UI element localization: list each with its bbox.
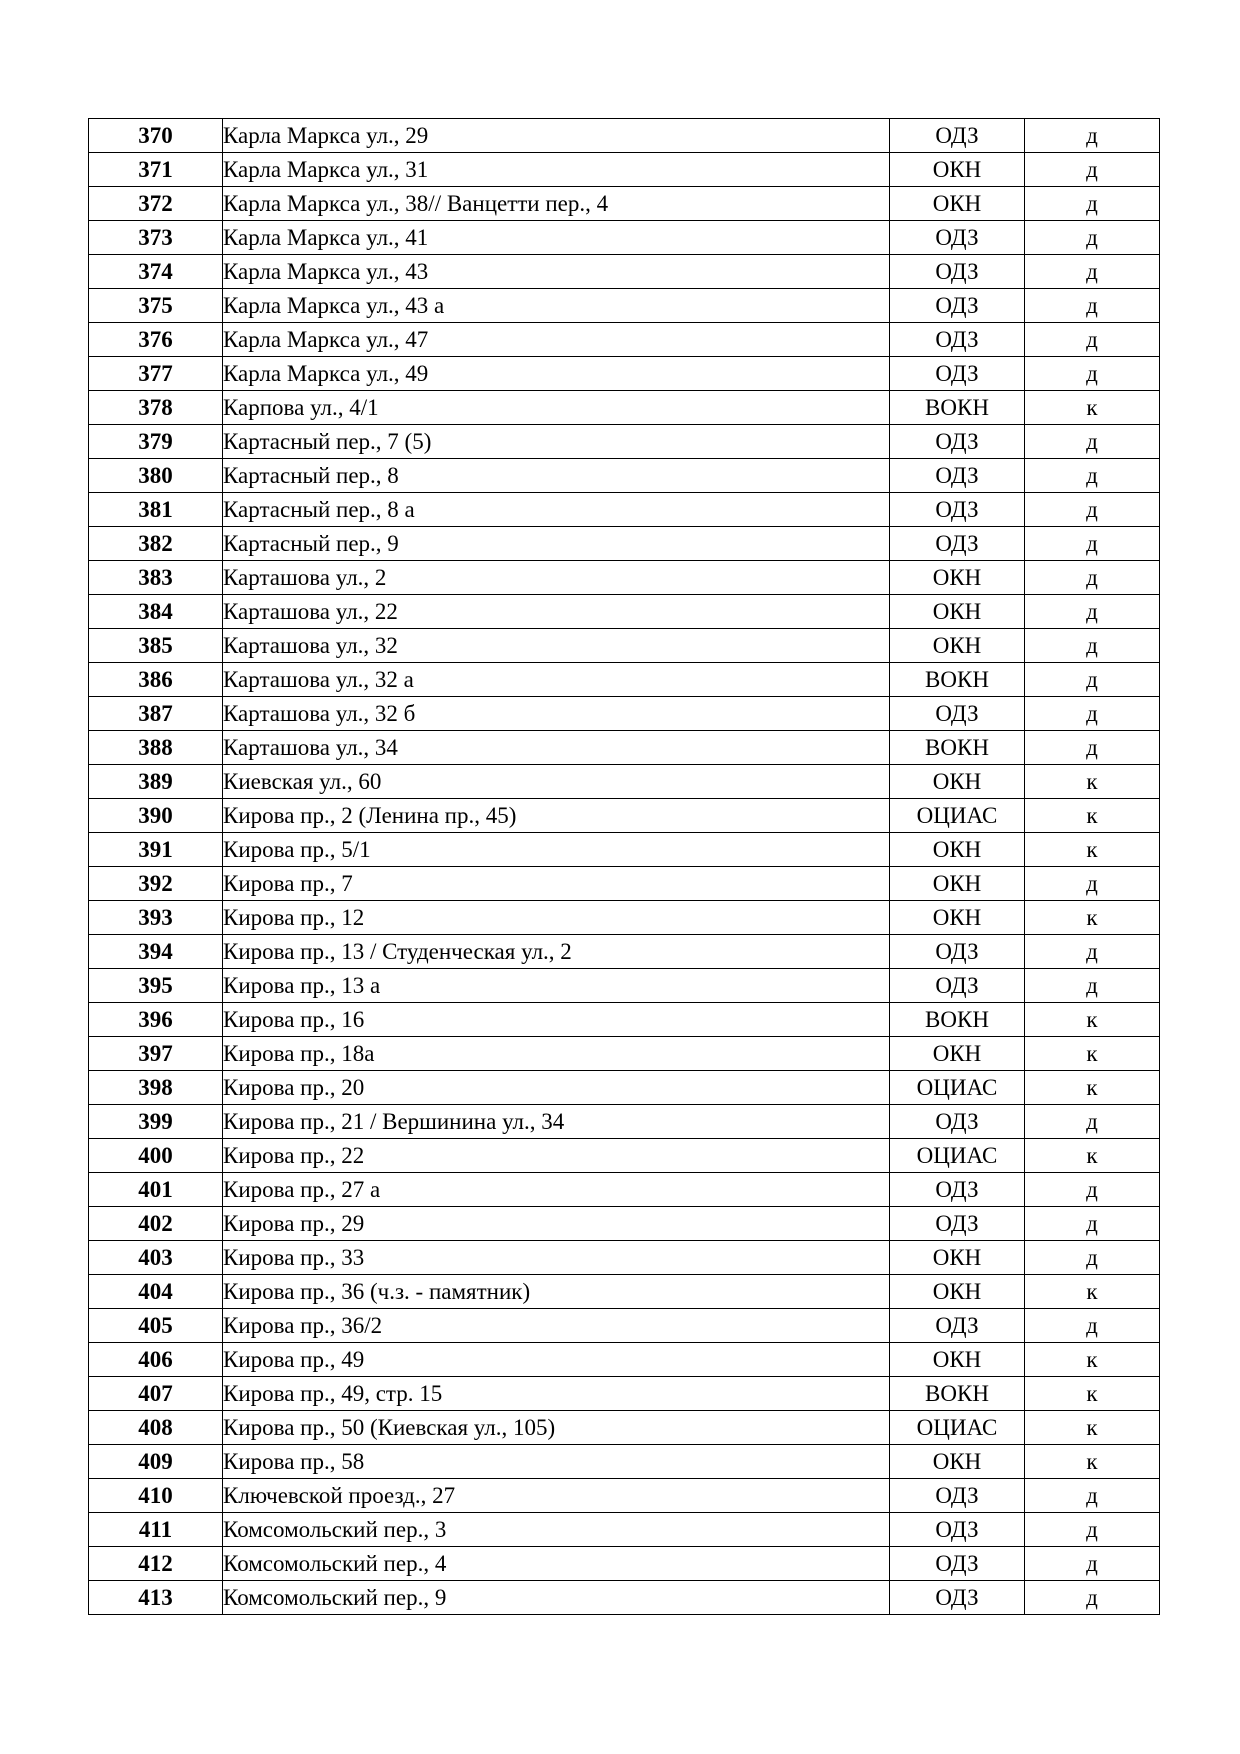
row-object-type: ОКН [890, 1445, 1025, 1479]
row-category: к [1025, 799, 1160, 833]
row-object-type: ОКН [890, 187, 1025, 221]
heritage-register-table [88, 118, 1160, 1615]
row-category: к [1025, 1139, 1160, 1173]
row-number: 398 [89, 1071, 223, 1105]
row-address: Кирова пр., 13 а [223, 969, 890, 1003]
table-row [89, 629, 1160, 663]
row-number: 370 [89, 119, 223, 153]
table-row [89, 1377, 1160, 1411]
row-address: Карташова ул., 32 б [223, 697, 890, 731]
row-category: д [1025, 1513, 1160, 1547]
row-category: д [1025, 425, 1160, 459]
row-category: д [1025, 493, 1160, 527]
row-category: д [1025, 935, 1160, 969]
row-address: Кирова пр., 29 [223, 1207, 890, 1241]
row-object-type: ОДЗ [890, 119, 1025, 153]
row-object-type: ОДЗ [890, 1105, 1025, 1139]
table-row [89, 527, 1160, 561]
row-category: д [1025, 663, 1160, 697]
row-number: 394 [89, 935, 223, 969]
table-row [89, 1139, 1160, 1173]
table-row [89, 833, 1160, 867]
row-number: 401 [89, 1173, 223, 1207]
table-row [89, 221, 1160, 255]
row-address: Кирова пр., 20 [223, 1071, 890, 1105]
table-row [89, 697, 1160, 731]
row-object-type: ОДЗ [890, 1581, 1025, 1615]
row-category: д [1025, 187, 1160, 221]
row-address: Карла Маркса ул., 41 [223, 221, 890, 255]
row-address: Кирова пр., 12 [223, 901, 890, 935]
row-number: 387 [89, 697, 223, 731]
row-address: Кирова пр., 5/1 [223, 833, 890, 867]
table-row [89, 969, 1160, 1003]
row-object-type: ОДЗ [890, 1173, 1025, 1207]
row-category: д [1025, 459, 1160, 493]
row-address: Картасный пер., 8 а [223, 493, 890, 527]
table-row [89, 1207, 1160, 1241]
row-object-type: ОКН [890, 1343, 1025, 1377]
row-address: Карташова ул., 32 а [223, 663, 890, 697]
row-category: д [1025, 323, 1160, 357]
row-object-type: ВОКН [890, 1003, 1025, 1037]
row-address: Карла Маркса ул., 29 [223, 119, 890, 153]
row-number: 388 [89, 731, 223, 765]
row-object-type: ОДЗ [890, 1513, 1025, 1547]
row-address: Комсомольский пер., 4 [223, 1547, 890, 1581]
row-object-type: ОКН [890, 833, 1025, 867]
table-row [89, 187, 1160, 221]
row-number: 400 [89, 1139, 223, 1173]
row-object-type: ОДЗ [890, 935, 1025, 969]
row-object-type: ОКН [890, 867, 1025, 901]
row-object-type: ОКН [890, 561, 1025, 595]
row-object-type: ОКН [890, 901, 1025, 935]
row-category: к [1025, 833, 1160, 867]
row-category: к [1025, 1275, 1160, 1309]
table-row [89, 867, 1160, 901]
row-object-type: ОДЗ [890, 1309, 1025, 1343]
table-row [89, 153, 1160, 187]
row-category: к [1025, 1445, 1160, 1479]
row-address: Картасный пер., 9 [223, 527, 890, 561]
row-number: 371 [89, 153, 223, 187]
row-category: к [1025, 391, 1160, 425]
row-category: к [1025, 1377, 1160, 1411]
register-table-body [89, 119, 1160, 1615]
row-number: 406 [89, 1343, 223, 1377]
row-address: Картасный пер., 8 [223, 459, 890, 493]
row-number: 411 [89, 1513, 223, 1547]
row-address: Карла Маркса ул., 31 [223, 153, 890, 187]
row-number: 386 [89, 663, 223, 697]
row-address: Кирова пр., 27 а [223, 1173, 890, 1207]
table-row [89, 1445, 1160, 1479]
row-number: 374 [89, 255, 223, 289]
table-row [89, 1309, 1160, 1343]
table-row [89, 595, 1160, 629]
table-row [89, 1275, 1160, 1309]
row-address: Карташова ул., 34 [223, 731, 890, 765]
row-category: к [1025, 1343, 1160, 1377]
row-category: д [1025, 1547, 1160, 1581]
row-address: Кирова пр., 36/2 [223, 1309, 890, 1343]
row-object-type: ОКН [890, 1037, 1025, 1071]
row-object-type: ОДЗ [890, 323, 1025, 357]
row-number: 373 [89, 221, 223, 255]
table-row [89, 935, 1160, 969]
row-address: Кирова пр., 18а [223, 1037, 890, 1071]
row-category: д [1025, 153, 1160, 187]
row-category: д [1025, 969, 1160, 1003]
row-category: к [1025, 1003, 1160, 1037]
row-number: 408 [89, 1411, 223, 1445]
table-row [89, 1071, 1160, 1105]
row-address: Кирова пр., 21 / Вершинина ул., 34 [223, 1105, 890, 1139]
table-row [89, 1003, 1160, 1037]
row-address: Кирова пр., 7 [223, 867, 890, 901]
row-object-type: ВОКН [890, 731, 1025, 765]
row-object-type: ОКН [890, 153, 1025, 187]
table-row [89, 391, 1160, 425]
row-category: к [1025, 901, 1160, 935]
row-number: 377 [89, 357, 223, 391]
row-number: 396 [89, 1003, 223, 1037]
row-category: д [1025, 527, 1160, 561]
row-address: Карпова ул., 4/1 [223, 391, 890, 425]
table-row [89, 765, 1160, 799]
row-object-type: ОКН [890, 1275, 1025, 1309]
row-number: 378 [89, 391, 223, 425]
row-object-type: ВОКН [890, 391, 1025, 425]
row-object-type: ОДЗ [890, 289, 1025, 323]
table-row [89, 357, 1160, 391]
row-object-type: ОДЗ [890, 527, 1025, 561]
row-object-type: ОДЗ [890, 459, 1025, 493]
row-object-type: ОЦИАС [890, 1411, 1025, 1445]
row-number: 409 [89, 1445, 223, 1479]
row-number: 381 [89, 493, 223, 527]
row-object-type: ОДЗ [890, 357, 1025, 391]
row-category: д [1025, 867, 1160, 901]
row-object-type: ОЦИАС [890, 799, 1025, 833]
row-object-type: ОЦИАС [890, 1071, 1025, 1105]
row-object-type: ОКН [890, 1241, 1025, 1275]
table-row [89, 1037, 1160, 1071]
row-address: Карташова ул., 22 [223, 595, 890, 629]
row-number: 383 [89, 561, 223, 595]
row-number: 385 [89, 629, 223, 663]
row-category: к [1025, 1411, 1160, 1445]
table-row [89, 459, 1160, 493]
row-number: 407 [89, 1377, 223, 1411]
row-number: 372 [89, 187, 223, 221]
row-number: 391 [89, 833, 223, 867]
row-address: Карташова ул., 32 [223, 629, 890, 663]
row-address: Кирова пр., 58 [223, 1445, 890, 1479]
row-number: 403 [89, 1241, 223, 1275]
row-category: к [1025, 1071, 1160, 1105]
table-row [89, 731, 1160, 765]
table-row [89, 493, 1160, 527]
row-number: 389 [89, 765, 223, 799]
row-address: Кирова пр., 49, стр. 15 [223, 1377, 890, 1411]
row-address: Комсомольский пер., 3 [223, 1513, 890, 1547]
table-row [89, 1411, 1160, 1445]
row-category: д [1025, 629, 1160, 663]
row-category: д [1025, 1581, 1160, 1615]
row-address: Кирова пр., 2 (Ленина пр., 45) [223, 799, 890, 833]
row-number: 384 [89, 595, 223, 629]
row-category: к [1025, 1037, 1160, 1071]
row-category: д [1025, 289, 1160, 323]
row-object-type: ВОКН [890, 1377, 1025, 1411]
row-number: 405 [89, 1309, 223, 1343]
row-address: Карла Маркса ул., 43 а [223, 289, 890, 323]
row-address: Карла Маркса ул., 49 [223, 357, 890, 391]
row-category: д [1025, 119, 1160, 153]
row-object-type: ОКН [890, 629, 1025, 663]
row-address: Ключевской проезд., 27 [223, 1479, 890, 1513]
row-number: 390 [89, 799, 223, 833]
row-address: Кирова пр., 49 [223, 1343, 890, 1377]
row-category: д [1025, 1241, 1160, 1275]
row-object-type: ОДЗ [890, 697, 1025, 731]
row-address: Картасный пер., 7 (5) [223, 425, 890, 459]
table-row [89, 901, 1160, 935]
row-address: Карла Маркса ул., 38// Ванцетти пер., 4 [223, 187, 890, 221]
row-object-type: ОДЗ [890, 255, 1025, 289]
row-number: 375 [89, 289, 223, 323]
table-row [89, 799, 1160, 833]
row-number: 382 [89, 527, 223, 561]
row-category: д [1025, 1207, 1160, 1241]
row-category: д [1025, 697, 1160, 731]
table-row [89, 1343, 1160, 1377]
table-row [89, 1547, 1160, 1581]
row-address: Кирова пр., 50 (Киевская ул., 105) [223, 1411, 890, 1445]
row-object-type: ОДЗ [890, 969, 1025, 1003]
row-number: 393 [89, 901, 223, 935]
table-row [89, 663, 1160, 697]
row-number: 399 [89, 1105, 223, 1139]
row-object-type: ОКН [890, 595, 1025, 629]
row-address: Кирова пр., 13 / Студенческая ул., 2 [223, 935, 890, 969]
row-object-type: ВОКН [890, 663, 1025, 697]
table-row [89, 255, 1160, 289]
row-number: 395 [89, 969, 223, 1003]
row-number: 402 [89, 1207, 223, 1241]
row-object-type: ОДЗ [890, 1479, 1025, 1513]
row-address: Комсомольский пер., 9 [223, 1581, 890, 1615]
row-address: Карла Маркса ул., 47 [223, 323, 890, 357]
row-category: д [1025, 1173, 1160, 1207]
row-address: Кирова пр., 16 [223, 1003, 890, 1037]
row-object-type: ОКН [890, 765, 1025, 799]
table-row [89, 425, 1160, 459]
row-category: д [1025, 1479, 1160, 1513]
row-address: Карла Маркса ул., 43 [223, 255, 890, 289]
table-row [89, 323, 1160, 357]
row-number: 376 [89, 323, 223, 357]
row-category: д [1025, 255, 1160, 289]
table-row [89, 561, 1160, 595]
row-object-type: ОДЗ [890, 221, 1025, 255]
table-row [89, 289, 1160, 323]
table-row [89, 1581, 1160, 1615]
table-row [89, 1513, 1160, 1547]
row-address: Киевская ул., 60 [223, 765, 890, 799]
row-object-type: ОДЗ [890, 1547, 1025, 1581]
row-number: 412 [89, 1547, 223, 1581]
table-row [89, 1105, 1160, 1139]
table-row [89, 1479, 1160, 1513]
row-category: д [1025, 1105, 1160, 1139]
row-number: 392 [89, 867, 223, 901]
row-number: 380 [89, 459, 223, 493]
row-number: 397 [89, 1037, 223, 1071]
row-object-type: ОДЗ [890, 425, 1025, 459]
row-category: д [1025, 221, 1160, 255]
row-address: Кирова пр., 33 [223, 1241, 890, 1275]
table-row [89, 1173, 1160, 1207]
row-number: 410 [89, 1479, 223, 1513]
row-address: Карташова ул., 2 [223, 561, 890, 595]
row-number: 404 [89, 1275, 223, 1309]
row-number: 413 [89, 1581, 223, 1615]
row-category: д [1025, 357, 1160, 391]
row-address: Кирова пр., 36 (ч.з. - памятник) [223, 1275, 890, 1309]
table-row [89, 1241, 1160, 1275]
row-category: д [1025, 731, 1160, 765]
row-object-type: ОЦИАС [890, 1139, 1025, 1173]
table-row [89, 119, 1160, 153]
row-category: д [1025, 595, 1160, 629]
row-category: к [1025, 765, 1160, 799]
row-address: Кирова пр., 22 [223, 1139, 890, 1173]
row-object-type: ОДЗ [890, 493, 1025, 527]
row-object-type: ОДЗ [890, 1207, 1025, 1241]
row-number: 379 [89, 425, 223, 459]
row-category: д [1025, 561, 1160, 595]
row-category: д [1025, 1309, 1160, 1343]
